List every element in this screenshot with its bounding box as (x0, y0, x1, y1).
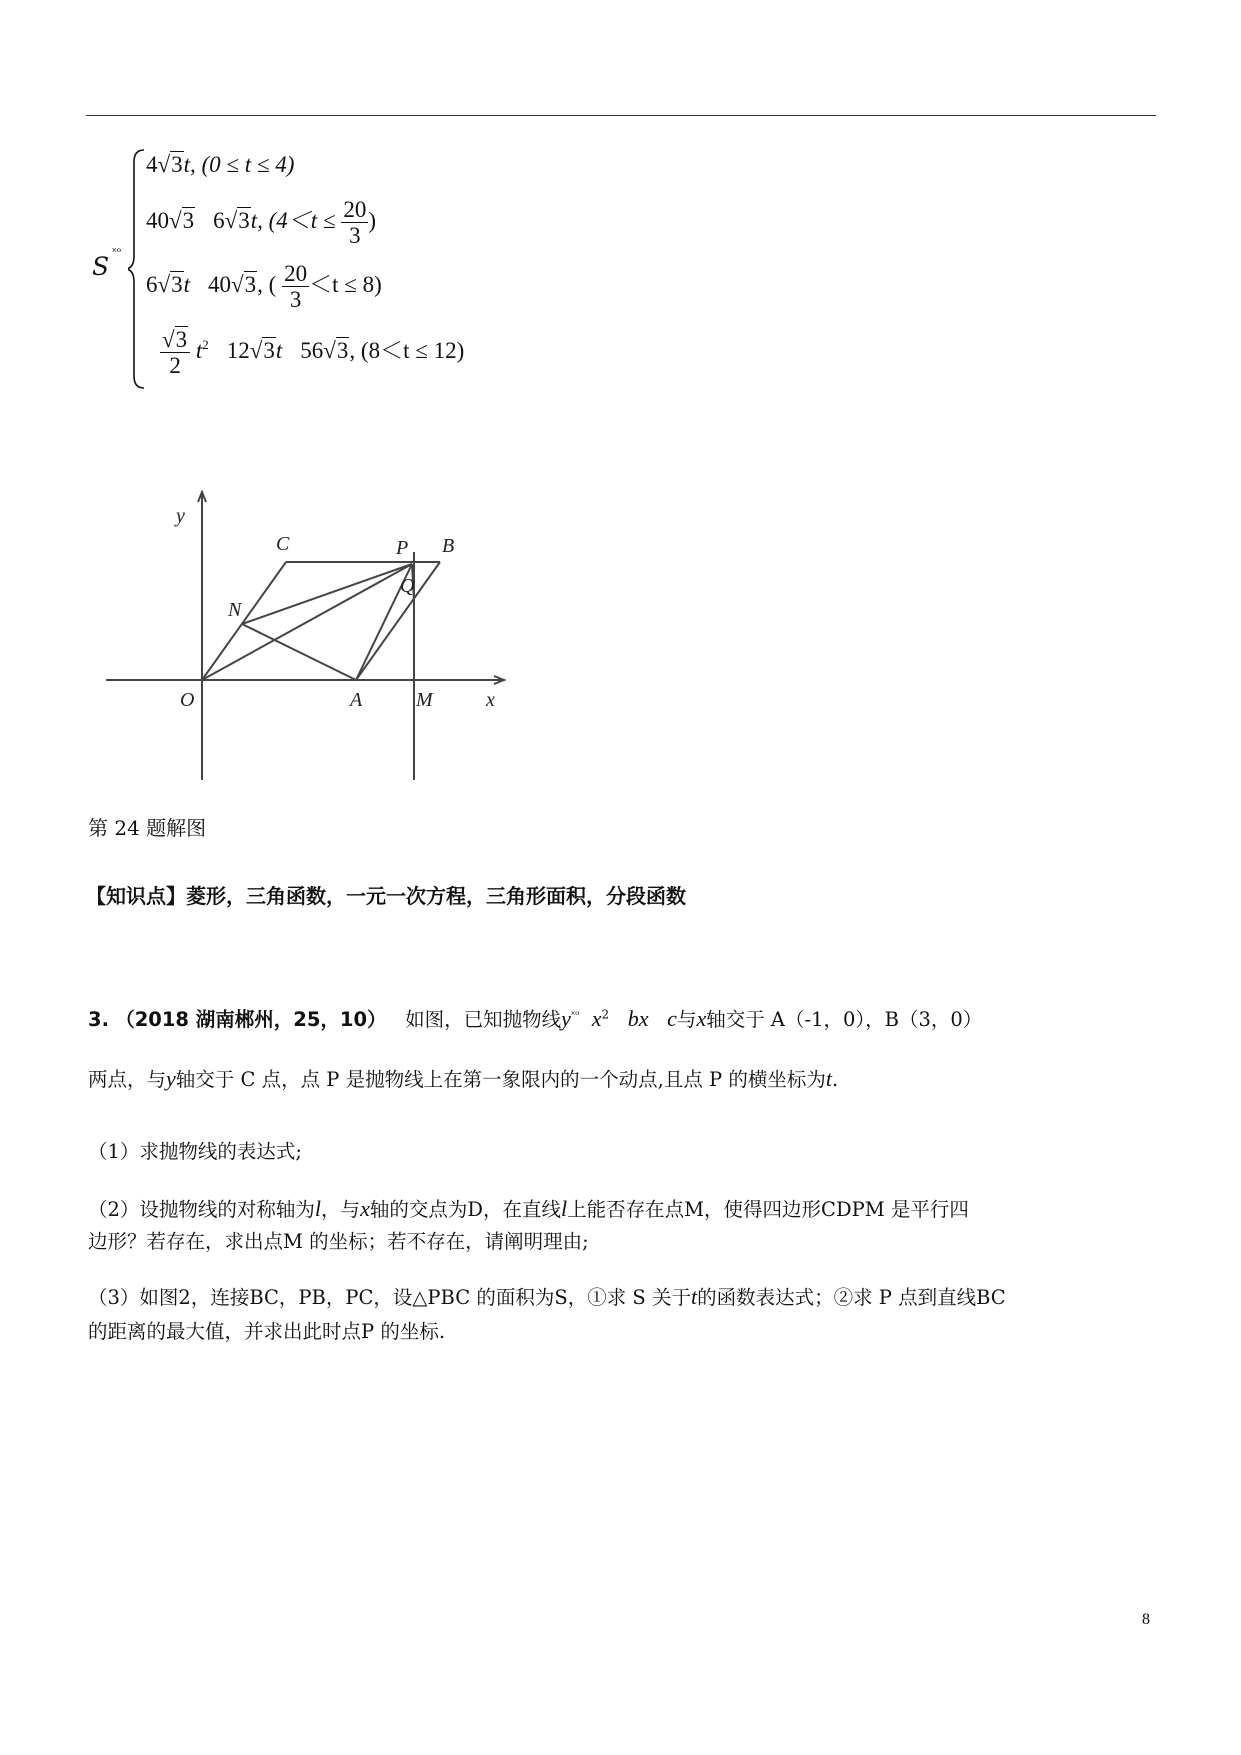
geometry-figure (100, 490, 520, 790)
formula-brace (128, 148, 146, 390)
label-y: y (176, 505, 185, 527)
problem-source: （2018 湖南郴州，25，10） (115, 1008, 387, 1031)
side-oc (202, 562, 286, 680)
problem-line-1: 3. （2018 湖南郴州，25，10） 如图，已知抛物线$y^{˟ᵒ}$ $x^2$ bx c与x轴交于 A（-1，0），B（3，0） (88, 1006, 983, 1031)
piece-3: 6√3t 40√3, ( $\frac{20}{3}$ ＜t ≤ 8) (146, 261, 382, 312)
question-1: （1）求抛物线的表达式; (88, 1140, 302, 1163)
label-q: Q (400, 575, 415, 597)
problem-number: 3. (88, 1008, 109, 1031)
label-b: B (442, 535, 455, 557)
segment-op (202, 564, 412, 680)
label-x: x (486, 689, 495, 711)
piece-4: $\frac{√3}{2}$ $t^2$ 12√3t 56√3, (8＜t ≤ 12) (162, 327, 465, 378)
label-c: C (276, 533, 290, 555)
knowledge-points (86, 880, 686, 909)
segment-na (242, 624, 356, 680)
label-m: M (416, 689, 433, 711)
question-2-line-2: 边形？若存在，求出点M 的坐标；若不存在，请阐明理由; (88, 1230, 589, 1253)
label-a: A (350, 689, 363, 711)
piece-2: 40√3 6√3t, (4＜t ≤ $\frac{20}{3}$ ) (146, 197, 376, 248)
figure-caption: 第 24 题解图 (88, 816, 207, 840)
piece-1: 4√3t, (0 ≤ t ≤ 4) (146, 152, 295, 177)
question-3-line-2: 的距离的最大值，并求出此时点P 的坐标. (88, 1320, 446, 1343)
label-o: O (180, 689, 195, 711)
formula-lhs: S (92, 252, 110, 281)
question-2-line-1: （2）设抛物线的对称轴为l，与x轴的交点为D，在直线l上能否存在点M，使得四边形CDPM 是平行四 (88, 1196, 969, 1221)
knowledge-title: 【知识点】 (86, 884, 186, 908)
header-rule (86, 115, 1156, 116)
formula-eq-glyph: ˟ᵒ (112, 245, 122, 259)
label-p: P (396, 537, 409, 559)
knowledge-text: 菱形，三角函数，一元一次方程，三角形面积，分段函数 (186, 884, 686, 908)
problem-line-2: 两点，与y轴交于 C 点，点 P 是抛物线上在第一象限内的一个动点,且点 P 的横坐标为t. (88, 1066, 839, 1091)
label-n: N (228, 599, 242, 621)
question-3-line-1: （3）如图2，连接BC，PB，PC，设△PBC 的面积为S，①求 S 关于t的函数表达式；②求 P 点到直线BC (88, 1284, 1006, 1309)
page-number: 8 (1142, 1611, 1150, 1628)
